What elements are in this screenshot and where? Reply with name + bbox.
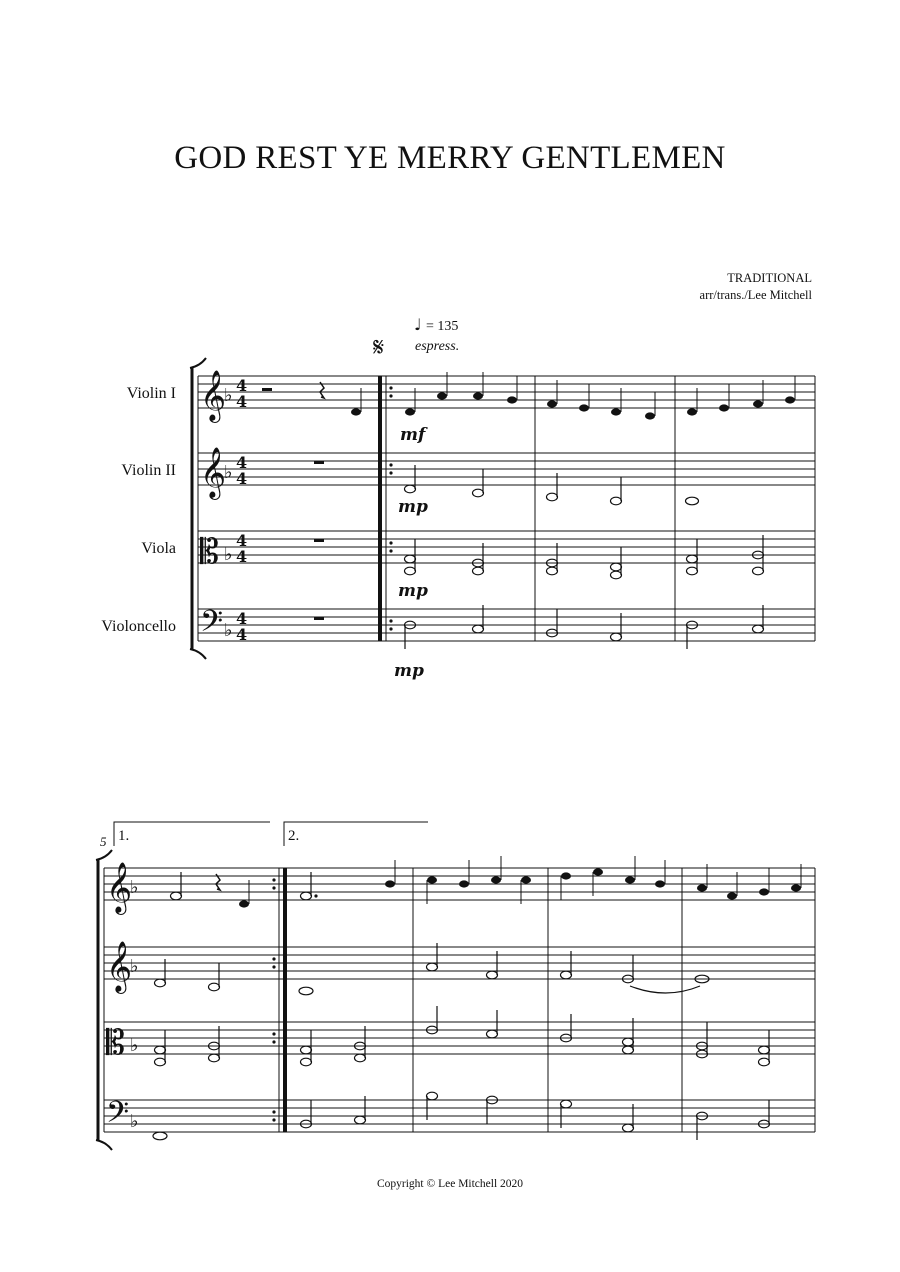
segno-icon: 𝄋 <box>373 333 385 363</box>
time-sig-bottom: 4 <box>236 547 248 566</box>
svg-text:♭: ♭ <box>224 385 233 406</box>
alto-clef-icon: 𝄡 <box>200 532 219 572</box>
barlines <box>535 376 815 641</box>
half-notes-system-1 <box>405 465 764 649</box>
instrument-label-cello: Violoncello <box>101 618 176 635</box>
treble-clef-icon: 𝄞 <box>200 447 227 498</box>
arranger-line: arr/trans./Lee Mitchell <box>699 288 812 302</box>
svg-text:♭: ♭ <box>224 544 233 565</box>
volta-ending-2: 2. <box>288 828 300 844</box>
svg-text:♭: ♭ <box>224 462 233 483</box>
tempo-marking: = 135 <box>426 319 459 334</box>
bass-clef-icon: 𝄢 <box>106 1096 130 1137</box>
dynamic-cello: mp <box>394 661 424 681</box>
score-title: GOD REST YE MERRY GENTLEMEN <box>174 140 726 176</box>
svg-text:♭: ♭ <box>130 1035 139 1056</box>
dynamic-viola: mp <box>398 581 428 601</box>
treble-clef-icon: 𝄞 <box>200 370 227 421</box>
key-signature-2 <box>130 877 139 1132</box>
time-sig-bottom: 4 <box>236 625 248 644</box>
staff-viola <box>198 531 815 563</box>
time-signatures <box>236 376 247 644</box>
staff-violin2 <box>198 453 815 485</box>
svg-text:♭: ♭ <box>130 1111 139 1132</box>
instrument-label-viola: Viola <box>141 540 176 557</box>
dynamic-violin1: mf <box>400 425 426 445</box>
system-1 <box>190 358 815 659</box>
svg-text:♭: ♭ <box>224 620 233 641</box>
notes-system-1 <box>262 372 795 464</box>
bass-clef-icon: 𝄢 <box>200 605 224 646</box>
staff-violin2-s2 <box>104 947 815 979</box>
key-signature <box>224 385 233 641</box>
volta-ending-1: 1. <box>118 828 130 844</box>
dynamic-violin2: mp <box>398 497 428 517</box>
treble-clef-icon: 𝄞 <box>106 941 133 992</box>
time-sig-top: 4 <box>236 453 248 472</box>
staff-violin1 <box>198 376 815 408</box>
alto-clef-icon: 𝄡 <box>106 1023 125 1063</box>
staff-cello <box>198 609 815 641</box>
treble-clef-icon: 𝄞 <box>106 862 133 913</box>
time-sig-bottom: 4 <box>236 392 248 411</box>
expression-marking: espress. <box>415 339 460 354</box>
time-sig-top: 4 <box>236 609 248 628</box>
instrument-label-violin2: Violin II <box>121 462 176 479</box>
svg-text:♭: ♭ <box>130 956 139 977</box>
copyright-notice: Copyright © Lee Mitchell 2020 <box>376 1178 524 1190</box>
composer-line: TRADITIONAL <box>727 271 812 285</box>
measure-number: 5 <box>100 834 107 849</box>
time-sig-top: 4 <box>236 531 248 550</box>
time-sig-top: 4 <box>236 376 248 395</box>
svg-text:♭: ♭ <box>130 877 139 898</box>
instrument-label-violin1: Violin I <box>126 385 176 402</box>
start-repeat-barline <box>380 376 386 641</box>
system-2 <box>96 822 815 1150</box>
quarter-note-icon: ♩ <box>414 315 422 334</box>
staff-cello-s2 <box>104 1100 815 1132</box>
time-sig-bottom: 4 <box>236 469 248 488</box>
